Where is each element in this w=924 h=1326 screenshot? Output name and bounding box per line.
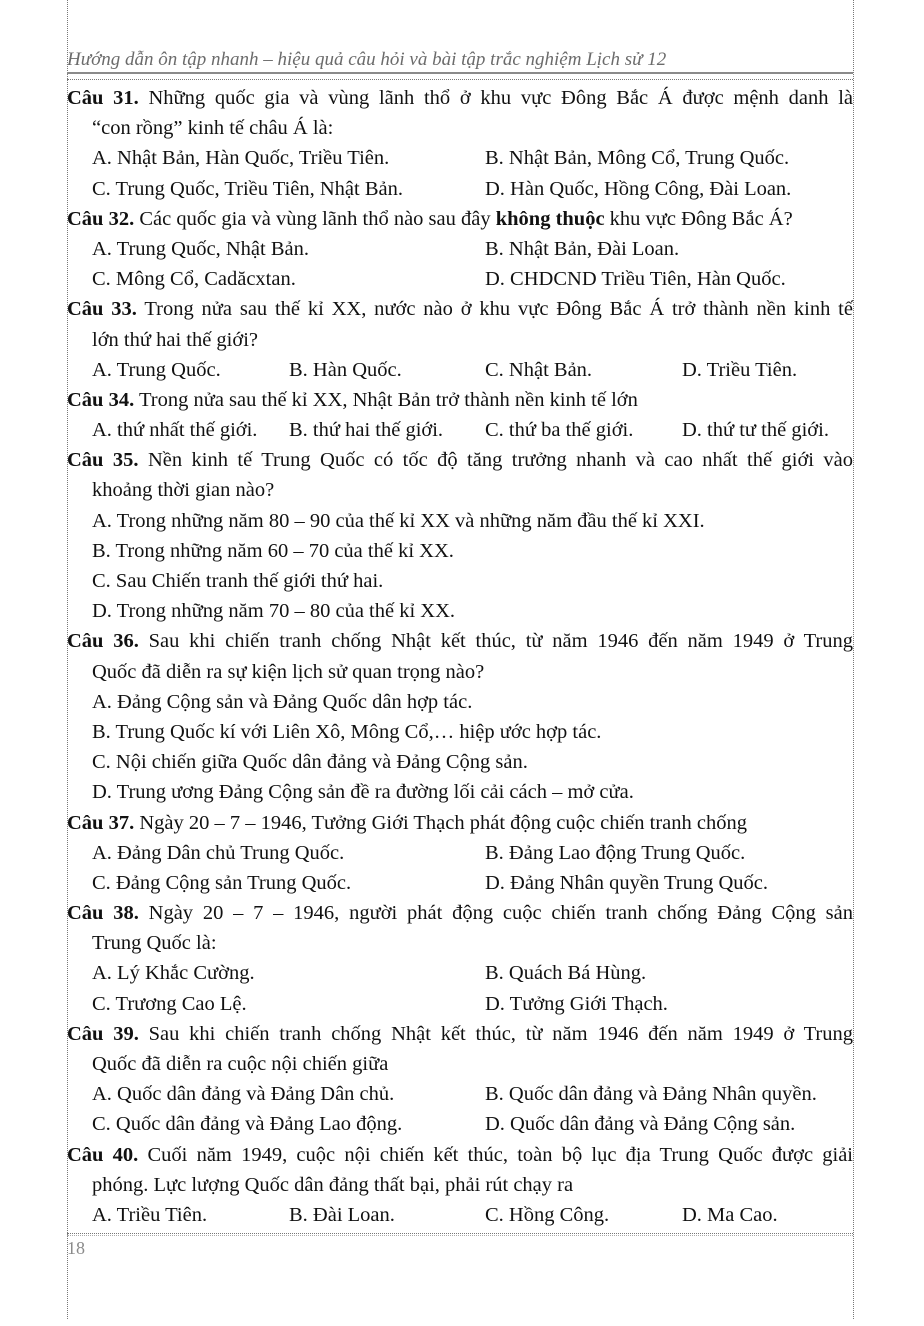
- option-row: [67, 868, 853, 898]
- stem-text: Cuối năm 1949, cuộc nội chiến kết thúc, toàn bộ lục địa Trung Quốc được giải: [138, 1143, 853, 1166]
- stem-text: Sau khi chiến tranh chống Nhật kết thúc, từ năm 1946 đến năm 1949 ở Trung: [138, 630, 853, 653]
- running-header: Hướng dẫn ôn tập nhanh – hiệu quả câu hỏi và bài tập trắc nghiệm Lịch sử 12: [67, 48, 853, 74]
- stem-text: khoảng thời gian nào?: [92, 479, 275, 502]
- question: [67, 808, 853, 899]
- answer-option: B. Hàn Quốc.: [289, 358, 402, 381]
- answer-option: D. Tưởng Giới Thạch.: [485, 992, 668, 1015]
- question-stem-line: [67, 808, 853, 838]
- option-row: [67, 264, 853, 294]
- answer-option: C. thứ ba thế giới.: [485, 419, 634, 442]
- answer-option: B. Đài Loan.: [289, 1203, 395, 1226]
- question-stem-line: [67, 928, 853, 958]
- question: [67, 204, 853, 295]
- stem-text: khu vực Đông Bắc Á?: [604, 207, 793, 230]
- question-stem-line: [67, 83, 853, 113]
- answer-option: A. Đảng Dân chủ Trung Quốc.: [92, 841, 345, 864]
- option-row: [67, 1200, 853, 1230]
- answer-option: D. Ma Cao.: [682, 1203, 778, 1226]
- answer-option: B. Nhật Bản, Đài Loan.: [485, 237, 680, 260]
- question-label: Câu 37.: [67, 811, 135, 834]
- option-row: [67, 415, 853, 445]
- answer-option: A. Trong những năm 80 – 90 của thế kỉ XX và những năm đầu thế kỉ XXI.: [92, 509, 705, 532]
- option-row: [67, 1109, 853, 1139]
- question-stem-line: [67, 113, 853, 143]
- answer-option: A. Đảng Cộng sản và Đảng Quốc dân hợp tác.: [92, 690, 473, 713]
- question-stem-line: [67, 385, 853, 415]
- question-label: Câu 36.: [67, 630, 139, 653]
- stem-text: Ngày 20 – 7 – 1946, người phát động cuộc chiến tranh chống Đảng Cộng sản: [138, 902, 853, 925]
- question-label: Câu 35.: [67, 449, 139, 472]
- option-row: [67, 174, 853, 204]
- answer-option: C. Mông Cổ, Cadăcxtan.: [92, 268, 296, 291]
- question: [67, 83, 853, 204]
- option-row: [67, 234, 853, 264]
- question-stem-line: [67, 1170, 853, 1200]
- answer-option: B. Quốc dân đảng và Đảng Nhân quyền.: [485, 1083, 817, 1106]
- question-label: Câu 33.: [67, 298, 137, 321]
- question-stem-line: [67, 204, 853, 234]
- option-row: [67, 989, 853, 1019]
- answer-option: B. Trong những năm 60 – 70 của thế kỉ XX.: [92, 539, 454, 562]
- question: [67, 294, 853, 385]
- stem-text: Những quốc gia và vùng lãnh thổ ở khu vực Đông Bắc Á được mệnh danh là: [138, 87, 853, 109]
- question-stem-line: [67, 475, 853, 505]
- answer-option: D. Hàn Quốc, Hồng Công, Đài Loan.: [485, 177, 792, 200]
- stem-text: Trong nửa sau thế kỉ XX, Nhật Bản trở thành nền kinh tế lớn: [134, 388, 638, 411]
- answer-option: A. Nhật Bản, Hàn Quốc, Triều Tiên.: [92, 147, 390, 170]
- answer-option: C. Hồng Công.: [485, 1203, 610, 1226]
- answer-option: A. Lý Khắc Cường.: [92, 962, 255, 985]
- option-row: [67, 838, 853, 868]
- answer-option: C. Trung Quốc, Triều Tiên, Nhật Bản.: [92, 177, 403, 200]
- answer-option: D. Trung ương Đảng Cộng sản đề ra đường lối cải cách – mở cửa.: [92, 781, 634, 804]
- answer-option: C. Sau Chiến tranh thế giới thứ hai.: [92, 570, 384, 592]
- question-stem-line: [67, 1049, 853, 1079]
- answer-option: C. Đảng Cộng sản Trung Quốc.: [92, 871, 352, 894]
- answer-option: A. Trung Quốc, Nhật Bản.: [92, 237, 309, 260]
- question-stem-line: [67, 1019, 853, 1049]
- answer-option: A. thứ nhất thế giới.: [92, 419, 258, 442]
- answer-option: C. Nội chiến giữa Quốc dân đảng và Đảng Cộng sản.: [92, 751, 528, 774]
- answer-option: B. thứ hai thế giới.: [289, 419, 444, 442]
- stem-text: Quốc đã diễn ra cuộc nội chiến giữa: [92, 1053, 389, 1075]
- stem-text: phóng. Lực lượng Quốc dân đảng thất bại, phải rút chạy ra: [92, 1173, 574, 1196]
- stem-text: “con rồng” kinh tế châu Á là:: [92, 117, 334, 140]
- answer-option: D. Trong những năm 70 – 80 của thế kỉ XX.: [92, 600, 456, 623]
- page-body: [67, 79, 853, 1234]
- page-right-border: [853, 0, 854, 1319]
- option-row: [67, 355, 853, 385]
- stem-text: Trung Quốc là:: [92, 932, 217, 955]
- stem-text: Sau khi chiến tranh chống Nhật kết thúc, từ năm 1946 đến năm 1949 ở Trung: [138, 1022, 853, 1045]
- page-number: 18: [67, 1238, 85, 1258]
- answer-option: D. CHDCND Triều Tiên, Hàn Quốc.: [485, 268, 786, 291]
- answer-option: C. Nhật Bản.: [485, 358, 593, 381]
- question-label: Câu 32.: [67, 207, 135, 230]
- answer-option: B. Đảng Lao động Trung Quốc.: [485, 841, 746, 864]
- answer-option: A. Quốc dân đảng và Đảng Dân chủ.: [92, 1083, 395, 1106]
- answer-option: D. Triều Tiên.: [682, 358, 798, 381]
- question-stem-line: [67, 325, 853, 355]
- emphasis-text: không thuộc: [495, 207, 605, 230]
- stem-text: lớn thứ hai thế giới?: [92, 328, 259, 351]
- answer-option: B. Trung Quốc kí với Liên Xô, Mông Cổ,… hiệp ước hợp tác.: [92, 720, 602, 743]
- question-stem-line: [67, 294, 853, 324]
- question-list: [67, 83, 853, 1230]
- answer-option: D. thứ tư thế giới.: [682, 419, 829, 442]
- answer-option: C. Quốc dân đảng và Đảng Lao động.: [92, 1113, 403, 1136]
- question-stem-line: [67, 445, 853, 475]
- page-footer: [67, 1235, 853, 1326]
- answer-option: A. Triều Tiên.: [92, 1203, 208, 1226]
- question-stem-line: [67, 626, 853, 656]
- question-stem-line: [67, 898, 853, 928]
- question: [67, 626, 853, 807]
- question-label: Câu 40.: [67, 1143, 139, 1166]
- question: [67, 385, 853, 445]
- question: [67, 898, 853, 1019]
- option-row: [67, 143, 853, 173]
- question: [67, 445, 853, 626]
- question-label: Câu 38.: [67, 902, 139, 925]
- answer-option: C. Trương Cao Lệ.: [92, 992, 247, 1015]
- question-stem-line: [67, 1140, 853, 1170]
- question-stem-line: [67, 657, 853, 687]
- answer-option: A. Trung Quốc.: [92, 358, 221, 381]
- stem-text: Nền kinh tế Trung Quốc có tốc độ tăng trưởng nhanh và cao nhất thế giới vào: [138, 449, 853, 472]
- question-label: Câu 31.: [67, 87, 139, 109]
- answer-option: D. Quốc dân đảng và Đảng Cộng sản.: [485, 1113, 796, 1136]
- question-label: Câu 39.: [67, 1022, 139, 1045]
- question: [67, 1140, 853, 1231]
- answer-option: B. Nhật Bản, Mông Cổ, Trung Quốc.: [485, 147, 790, 170]
- stem-text: Quốc đã diễn ra sự kiện lịch sử quan trọng nào?: [92, 660, 485, 683]
- stem-text: Ngày 20 – 7 – 1946, Tưởng Giới Thạch phát động cuộc chiến tranh chống: [134, 811, 747, 834]
- answer-option: D. Đảng Nhân quyền Trung Quốc.: [485, 871, 768, 894]
- question-label: Câu 34.: [67, 388, 135, 411]
- question: [67, 1019, 853, 1140]
- stem-text: Các quốc gia và vùng lãnh thổ nào sau đây: [134, 207, 496, 230]
- stem-text: Trong nửa sau thế kỉ XX, nước nào ở khu vực Đông Bắc Á trở thành nền kinh tế: [136, 298, 853, 321]
- answer-option: B. Quách Bá Hùng.: [485, 962, 647, 985]
- option-row: [67, 1079, 853, 1109]
- option-row: [67, 958, 853, 988]
